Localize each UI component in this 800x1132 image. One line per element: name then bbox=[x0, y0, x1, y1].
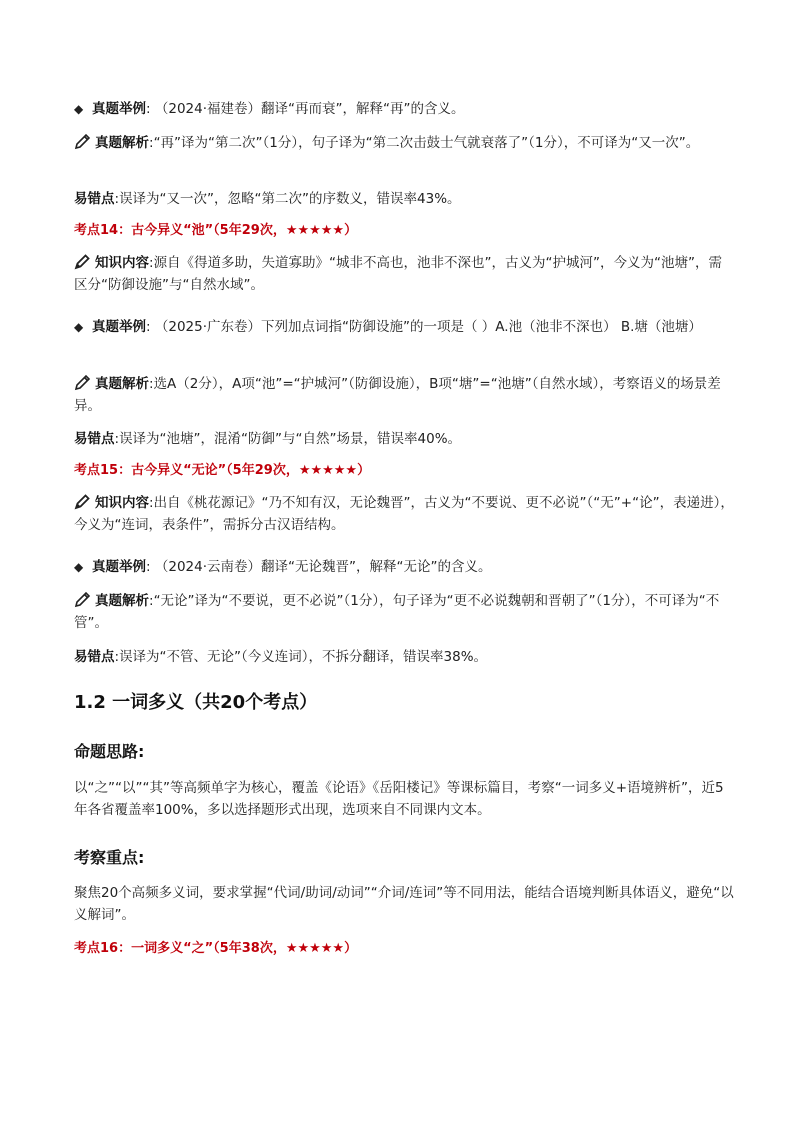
analysis-block: 真题解析:“再”译为“第二次”（1分），句子译为“第二次击鼓士气就衰落了”（1分），不可译为“又一次”。 bbox=[74, 132, 734, 154]
knowledge-text: 源自《得道多助，失道寡助》“城非不高也，池非不深也”，古义为“护城河”，今义为“池塘”，需区分“防御设施”与“自然水域”。 bbox=[74, 255, 723, 293]
example-text: （2024·福建卷）翻译“再而衰”，解释“再”的含义。 bbox=[154, 101, 465, 117]
example-text: （2024·云南卷）翻译“无论魏晋”，解释“无论”的含义。 bbox=[154, 559, 492, 575]
example-block: ◆ 真题举例: （2024·云南卷）翻译“无论魏晋”，解释“无论”的含义。 bbox=[74, 556, 734, 578]
analysis-text: 选A（2分），A项“池”=“护城河”（防御设施），B项“塘”=“池塘”（自然水域），考察语义的场景差异。 bbox=[74, 376, 721, 414]
knowledge-block: 知识内容:出自《桃花源记》“乃不知有汉，无论魏晋”，古义为“不要说、更不必说”（“无”+“论”，表递进），今义为“连词，表条件”，需拆分古汉语结构。 bbox=[74, 495, 734, 533]
example-label: 真题举例 bbox=[92, 559, 146, 575]
error-block: 易错点:误译为“不管、无论”（今义连词），不拆分翻译，错误率38%。 bbox=[74, 649, 488, 665]
knowledge-text: 出自《桃花源记》“乃不知有汉，无论魏晋”，古义为“不要说、更不必说”（“无”+“论”，表递进），今义为“连词，表条件”，需拆分古汉语结构。 bbox=[74, 495, 734, 533]
pencil-icon bbox=[74, 591, 91, 608]
knowledge-label: 知识内容 bbox=[95, 255, 149, 271]
knowledge-block: 知识内容:源自《得道多助，失道寡助》“城非不高也，池非不深也”，古义为“护城河”，今义为“池塘”，需区分“防御设施”与“自然水域”。 bbox=[74, 255, 723, 293]
diamond-icon: ◆ bbox=[74, 320, 84, 334]
kaodian-15-title: 考点15：古今异义“无论”（5年29次，★★★★★） bbox=[74, 463, 371, 478]
kaodian-16-title: 考点16：一词多义“之”（5年38次，★★★★★） bbox=[74, 941, 358, 956]
pen-icon bbox=[74, 253, 91, 270]
diamond-icon: ◆ bbox=[74, 102, 84, 116]
pencil-icon bbox=[74, 374, 91, 391]
zhongdian-text: 聚焦20个高频多义词，要求掌握“代词/助词/动词”“介词/连词”等不同用法，能结合语境判断具体语义，避免“以义解词”。 bbox=[74, 885, 734, 923]
error-text: 误译为“池塘”，混淆“防御”与“自然”场景，错误率40%。 bbox=[119, 431, 462, 447]
mingti-text: 以“之”“以”“其”等高频单字为核心，覆盖《论语》《岳阳楼记》等课标篇目，考察“一词多义+语境辨析”，近5年各省覆盖率100%，多以选择题形式出现，选项来自不同课内文本。 bbox=[74, 780, 724, 818]
pen-icon bbox=[74, 493, 91, 510]
analysis-label: 真题解析 bbox=[95, 593, 149, 609]
analysis-text: “再”译为“第二次”（1分），句子译为“第二次击鼓士气就衰落了”（1分），不可译为“又一次”。 bbox=[153, 135, 700, 151]
error-label: 易错点 bbox=[74, 649, 115, 665]
analysis-label: 真题解析 bbox=[95, 376, 149, 392]
analysis-text: “无论”译为“不要说，更不必说”（1分），句子译为“更不必说魏朝和晋朝了”（1分），不可译为“不管”。 bbox=[74, 593, 720, 631]
analysis-block: 真题解析:“无论”译为“不要说，更不必说”（1分），句子译为“更不必说魏朝和晋朝了”（1分），不可译为“不管”。 bbox=[74, 593, 720, 631]
error-text: 误译为“不管、无论”（今义连词），不拆分翻译，错误率38%。 bbox=[119, 649, 488, 665]
mingti-heading: 命题思路: bbox=[74, 742, 145, 761]
example-label: 真题举例 bbox=[92, 101, 146, 117]
kaodian-14-title: 考点14：古今异义“池”（5年29次，★★★★★） bbox=[74, 223, 358, 238]
zhongdian-heading: 考察重点: bbox=[74, 848, 145, 867]
analysis-label: 真题解析 bbox=[95, 135, 149, 151]
example-block: ◆ 真题举例: （2024·福建卷）翻译“再而衰”，解释“再”的含义。 bbox=[74, 98, 734, 120]
example-text: （2025·广东卷）下列加点词指“防御设施”的一项是（ ）A.池（池非不深也） B.塘（池塘） bbox=[154, 319, 702, 335]
example-label: 真题举例 bbox=[92, 319, 146, 335]
analysis-block: 真题解析:选A（2分），A项“池”=“护城河”（防御设施），B项“塘”=“池塘”（自然水域），考察语义的场景差异。 bbox=[74, 376, 721, 414]
diamond-icon: ◆ bbox=[74, 560, 84, 574]
example-block: ◆ 真题举例: （2025·广东卷）下列加点词指“防御设施”的一项是（ ）A.池（池非不深也） B.塘（池塘） bbox=[74, 316, 734, 338]
error-block: 易错点:误译为“池塘”，混淆“防御”与“自然”场景，错误率40%。 bbox=[74, 431, 462, 447]
error-label: 易错点 bbox=[74, 431, 115, 447]
error-text: 误译为“又一次”，忽略“第二次”的序数义，错误率43%。 bbox=[119, 191, 461, 207]
error-label: 易错点 bbox=[74, 191, 115, 207]
knowledge-label: 知识内容 bbox=[95, 495, 149, 511]
pencil-icon bbox=[74, 133, 91, 150]
error-block: 易错点:误译为“又一次”，忽略“第二次”的序数义，错误率43%。 bbox=[74, 191, 461, 207]
section-heading: 1.2 一词多义（共20个考点） bbox=[74, 692, 318, 713]
